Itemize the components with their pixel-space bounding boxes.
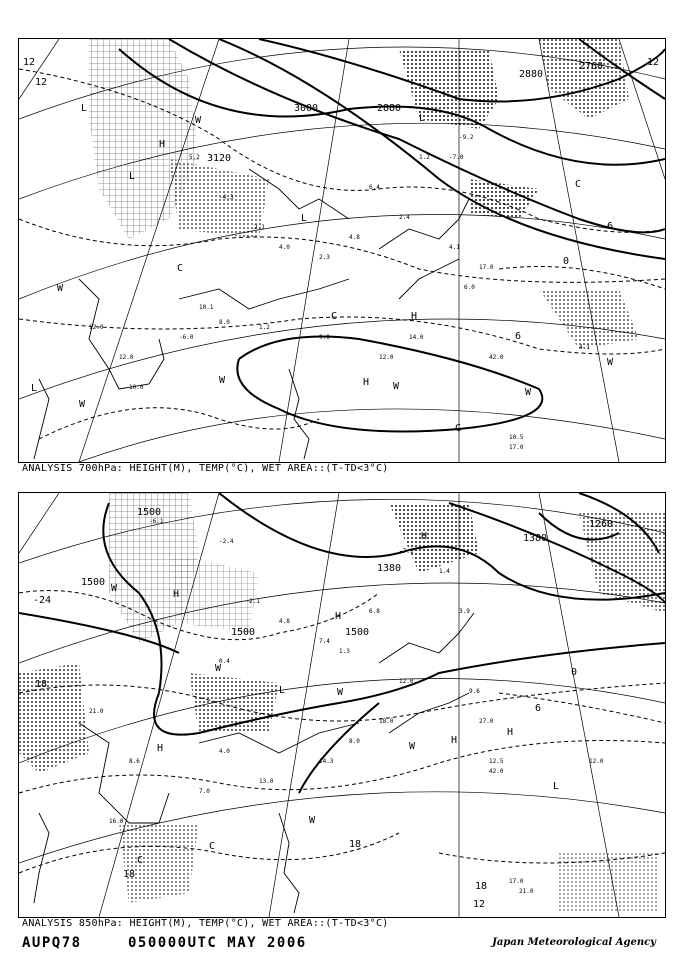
svg-text:-7.0: -7.0 — [449, 154, 464, 161]
svg-text:9.0: 9.0 — [319, 334, 330, 341]
svg-text:14.3: 14.3 — [319, 758, 334, 765]
temp-label: -24 — [33, 595, 52, 606]
svg-text:2.1: 2.1 — [254, 224, 265, 231]
temp-label: -6 — [601, 221, 614, 232]
center-marker: W — [525, 387, 532, 398]
svg-text:1.3: 1.3 — [339, 648, 350, 655]
svg-text:12.0: 12.0 — [89, 324, 104, 331]
height-label: 1500 — [81, 577, 106, 588]
chart-code: AUPQ78 — [22, 935, 82, 951]
temp-label: 12 — [647, 57, 660, 68]
center-marker: C — [177, 263, 184, 274]
height-label: 2880 — [377, 103, 402, 114]
center-marker: L — [129, 171, 136, 182]
svg-text:4.8: 4.8 — [349, 234, 360, 241]
svg-text:18.0: 18.0 — [379, 718, 394, 725]
temp-label: 18 — [349, 839, 362, 850]
svg-text:-7.1: -7.1 — [399, 548, 414, 555]
svg-text:-4.3: -4.3 — [219, 194, 234, 201]
svg-text:12.5: 12.5 — [489, 758, 504, 765]
center-marker: H — [451, 735, 458, 746]
svg-text:1.2: 1.2 — [259, 324, 270, 331]
svg-text:-2.4: -2.4 — [219, 538, 234, 545]
svg-text:1.4: 1.4 — [439, 568, 450, 575]
svg-text:12.0: 12.0 — [399, 678, 414, 685]
center-marker: H — [507, 727, 514, 738]
height-label: 1380 — [523, 533, 548, 544]
height-label: 1380 — [377, 563, 402, 574]
center-marker: L — [81, 103, 88, 114]
center-marker: C — [137, 855, 144, 866]
svg-text:-6.1: -6.1 — [149, 518, 164, 525]
center-marker: C — [455, 423, 462, 434]
svg-text:17.0: 17.0 — [509, 878, 524, 885]
height-label: 1500 — [231, 627, 256, 638]
temp-label: 6 — [515, 331, 522, 342]
svg-text:42.0: 42.0 — [489, 768, 504, 775]
center-marker: L — [301, 213, 308, 224]
temp-label: 18 — [35, 679, 48, 690]
height-label: 1260 — [589, 519, 614, 530]
map-700hpa — [19, 39, 665, 462]
temp-label: 18 — [123, 869, 136, 880]
caption-700hpa: ANALYSIS 700hPa: HEIGHT(M), TEMP(°C), WET AREA::(T-TD<3°C) — [22, 463, 389, 474]
center-marker: W — [309, 815, 316, 826]
center-marker: W — [337, 687, 344, 698]
center-marker: W — [393, 381, 400, 392]
center-marker: L — [553, 781, 560, 792]
svg-text:6.8: 6.8 — [369, 608, 380, 615]
svg-text:16.0: 16.0 — [109, 818, 124, 825]
svg-text:6.0: 6.0 — [464, 284, 475, 291]
center-marker: H — [173, 589, 180, 600]
svg-text:9.6: 9.6 — [469, 688, 480, 695]
center-marker: W — [57, 283, 64, 294]
temp-label: 18 — [475, 881, 488, 892]
svg-text:4.8: 4.8 — [279, 618, 290, 625]
svg-text:8.6: 8.6 — [129, 758, 140, 765]
svg-text:2.4: 2.4 — [399, 214, 410, 221]
svg-text:0.4: 0.4 — [219, 658, 230, 665]
svg-text:1.2: 1.2 — [419, 154, 430, 161]
valid-time: 050000UTC MAY 2006 — [128, 935, 307, 951]
temp-label: 12 — [473, 899, 486, 910]
chart-850hpa — [18, 492, 666, 918]
center-marker: L — [279, 685, 286, 696]
center-marker: H — [335, 611, 342, 622]
svg-text:2.3: 2.3 — [319, 254, 330, 261]
map-850hpa — [19, 493, 665, 917]
height-label: 3000 — [294, 103, 319, 114]
temp-label: 6 — [535, 703, 542, 714]
svg-text:4.1: 4.1 — [449, 244, 460, 251]
center-marker: W — [215, 663, 222, 674]
svg-text:3.9: 3.9 — [459, 608, 470, 615]
center-marker: W — [79, 399, 86, 410]
svg-text:13.0: 13.0 — [259, 778, 274, 785]
wet-area — [539, 289, 639, 349]
svg-text:10.1: 10.1 — [199, 304, 214, 311]
svg-text:17.0: 17.0 — [509, 444, 524, 451]
height-label: 2760 — [579, 61, 604, 72]
agency-credit: Japan Meteorological Agency — [492, 937, 656, 948]
svg-text:10.5: 10.5 — [509, 434, 524, 441]
center-marker: W — [195, 115, 202, 126]
center-marker: H — [159, 139, 166, 150]
center-marker: H — [421, 531, 428, 542]
svg-text:14.0: 14.0 — [409, 334, 424, 341]
height-label: 1500 — [137, 507, 162, 518]
center-marker: W — [111, 583, 118, 594]
chart-700hpa — [18, 38, 666, 463]
caption-850hpa: ANALYSIS 850hPa: HEIGHT(M), TEMP(°C), WET AREA::(T-TD<3°C) — [22, 918, 389, 929]
center-marker: W — [409, 741, 416, 752]
svg-text:10.0: 10.0 — [129, 384, 144, 391]
svg-text:6.4: 6.4 — [369, 184, 380, 191]
svg-text:-9.2: -9.2 — [459, 134, 474, 141]
wet-area — [389, 503, 479, 573]
svg-text:4.1: 4.1 — [579, 344, 590, 351]
temp-label: 12 — [23, 57, 36, 68]
height-label: 1500 — [345, 627, 370, 638]
svg-text:4.0: 4.0 — [219, 748, 230, 755]
svg-text:21.0: 21.0 — [519, 888, 534, 895]
height-label: 3120 — [207, 153, 232, 164]
temp-label: 0 — [571, 667, 578, 678]
wet-area — [399, 49, 499, 129]
temp-label: 0 — [563, 256, 570, 267]
svg-text:7.0: 7.0 — [199, 788, 210, 795]
height-label: 2880 — [519, 69, 544, 80]
svg-text:27.0: 27.0 — [479, 718, 494, 725]
svg-text:2.1: 2.1 — [249, 598, 260, 605]
center-marker: H — [363, 377, 370, 388]
height-labels — [207, 61, 603, 164]
svg-text:12.0: 12.0 — [119, 354, 134, 361]
svg-text:5.2: 5.2 — [189, 154, 200, 161]
svg-text:8.0: 8.0 — [219, 319, 230, 326]
svg-text:8.0: 8.0 — [349, 738, 360, 745]
svg-text:21.0: 21.0 — [89, 708, 104, 715]
center-marker: C — [575, 179, 582, 190]
center-marker: H — [411, 311, 418, 322]
center-marker: L — [419, 113, 426, 124]
temp-label: 12 — [35, 77, 48, 88]
center-marker: H — [157, 743, 164, 754]
svg-text:-6.0: -6.0 — [179, 334, 194, 341]
center-marker: W — [607, 357, 614, 368]
svg-text:12.0: 12.0 — [589, 758, 604, 765]
center-marker: L — [31, 383, 38, 394]
svg-text:42.0: 42.0 — [489, 354, 504, 361]
wet-area — [539, 39, 629, 119]
svg-text:12.0: 12.0 — [379, 354, 394, 361]
svg-text:17.0: 17.0 — [479, 264, 494, 271]
center-marker: C — [209, 841, 216, 852]
wet-area — [19, 663, 89, 773]
svg-text:7.4: 7.4 — [319, 638, 330, 645]
svg-text:4.0: 4.0 — [279, 244, 290, 251]
coastline — [34, 613, 474, 913]
wet-area — [119, 823, 199, 903]
center-marker: W — [219, 375, 226, 386]
center-marker: C — [331, 311, 338, 322]
